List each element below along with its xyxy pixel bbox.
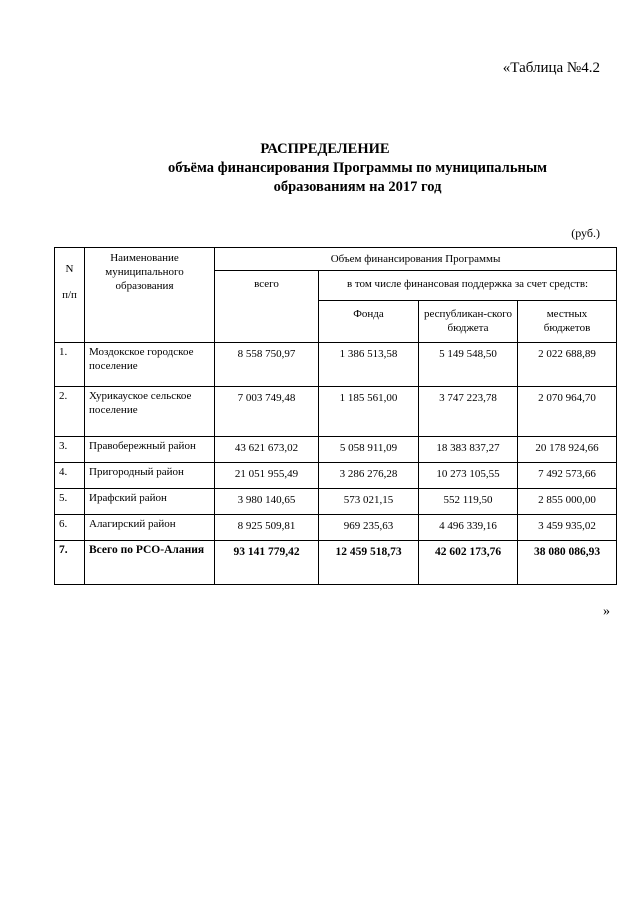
row-total: 21 051 955,49 (215, 463, 319, 489)
title-line-3: образованиям на 2017 год (273, 179, 442, 195)
row-local: 2 855 000,00 (518, 489, 617, 515)
row-local: 7 492 573,66 (518, 463, 617, 489)
title-line-1: РАСПРЕДЕЛЕНИЕ (260, 141, 390, 157)
header-number-top: N (65, 263, 74, 275)
header-funding-cell: Объем финансирования Программы (215, 248, 617, 271)
row-name: Ирафский район (85, 489, 215, 515)
row-name: Правобережный район (85, 437, 215, 463)
document-title (0, 140, 640, 197)
row-number: 5. (55, 489, 85, 515)
row-total: 43 621 673,02 (215, 437, 319, 463)
header-fund-cell: Фонда (319, 301, 419, 343)
header-support-cell: в том числе финансовая поддержка за счет средств: (319, 271, 617, 301)
header-number-cell (55, 248, 85, 343)
row-republic: 4 496 339,16 (419, 515, 518, 541)
unit-label: (руб.) (571, 226, 600, 240)
row-number: 6. (55, 515, 85, 541)
row-local: 2 070 964,70 (518, 387, 617, 437)
row-fund: 1 386 513,58 (319, 343, 419, 387)
row-number: 4. (55, 463, 85, 489)
row-name: Моздокское городское поселение (85, 343, 215, 387)
row-fund: 5 058 911,09 (319, 437, 419, 463)
title-line-2: объёма финансирования Программы по муниципальным (167, 160, 548, 176)
row-republic: 5 149 548,50 (419, 343, 518, 387)
row-republic: 10 273 105,55 (419, 463, 518, 489)
header-republic-cell: республикан-ского бюджета (419, 301, 518, 343)
row-number: 3. (55, 437, 85, 463)
row-name: Пригородный район (85, 463, 215, 489)
total-row-fund: 12 459 518,73 (319, 541, 419, 585)
row-fund: 573 021,15 (319, 489, 419, 515)
row-fund: 969 235,63 (319, 515, 419, 541)
row-republic: 18 383 837,27 (419, 437, 518, 463)
row-republic: 552 119,50 (419, 489, 518, 515)
header-total-cell: всего (215, 271, 319, 343)
row-total: 3 980 140,65 (215, 489, 319, 515)
row-total: 8 925 509,81 (215, 515, 319, 541)
table-row (55, 463, 617, 489)
row-number: 2. (55, 387, 85, 437)
row-name: Алагирский район (85, 515, 215, 541)
row-total: 7 003 749,48 (215, 387, 319, 437)
row-number: 1. (55, 343, 85, 387)
table-number-label: «Таблица №4.2 (502, 60, 600, 76)
total-row-number: 7. (55, 541, 85, 585)
row-total: 8 558 750,97 (215, 343, 319, 387)
row-fund: 1 185 561,00 (319, 387, 419, 437)
row-republic: 3 747 223,78 (419, 387, 518, 437)
header-number-bottom: п/п (62, 289, 77, 301)
row-local: 2 022 688,89 (518, 343, 617, 387)
closing-quote-mark: » (603, 604, 610, 619)
table-row (55, 489, 617, 515)
row-local: 20 178 924,66 (518, 437, 617, 463)
table-row (55, 343, 617, 387)
table-row (55, 515, 617, 541)
total-row-total: 93 141 779,42 (215, 541, 319, 585)
header-name-cell: Наименование муниципального образования (85, 248, 215, 343)
funding-distribution-table (54, 247, 617, 585)
row-name: Хурикауское сельское поселение (85, 387, 215, 437)
total-row-name: Всего по РСО-Алания (85, 541, 215, 585)
table-total-row (55, 541, 617, 585)
row-fund: 3 286 276,28 (319, 463, 419, 489)
total-row-republic: 42 602 173,76 (419, 541, 518, 585)
table-row (55, 437, 617, 463)
header-local-cell: местных бюджетов (518, 301, 617, 343)
row-local: 3 459 935,02 (518, 515, 617, 541)
table-row (55, 387, 617, 437)
total-row-local: 38 080 086,93 (518, 541, 617, 585)
